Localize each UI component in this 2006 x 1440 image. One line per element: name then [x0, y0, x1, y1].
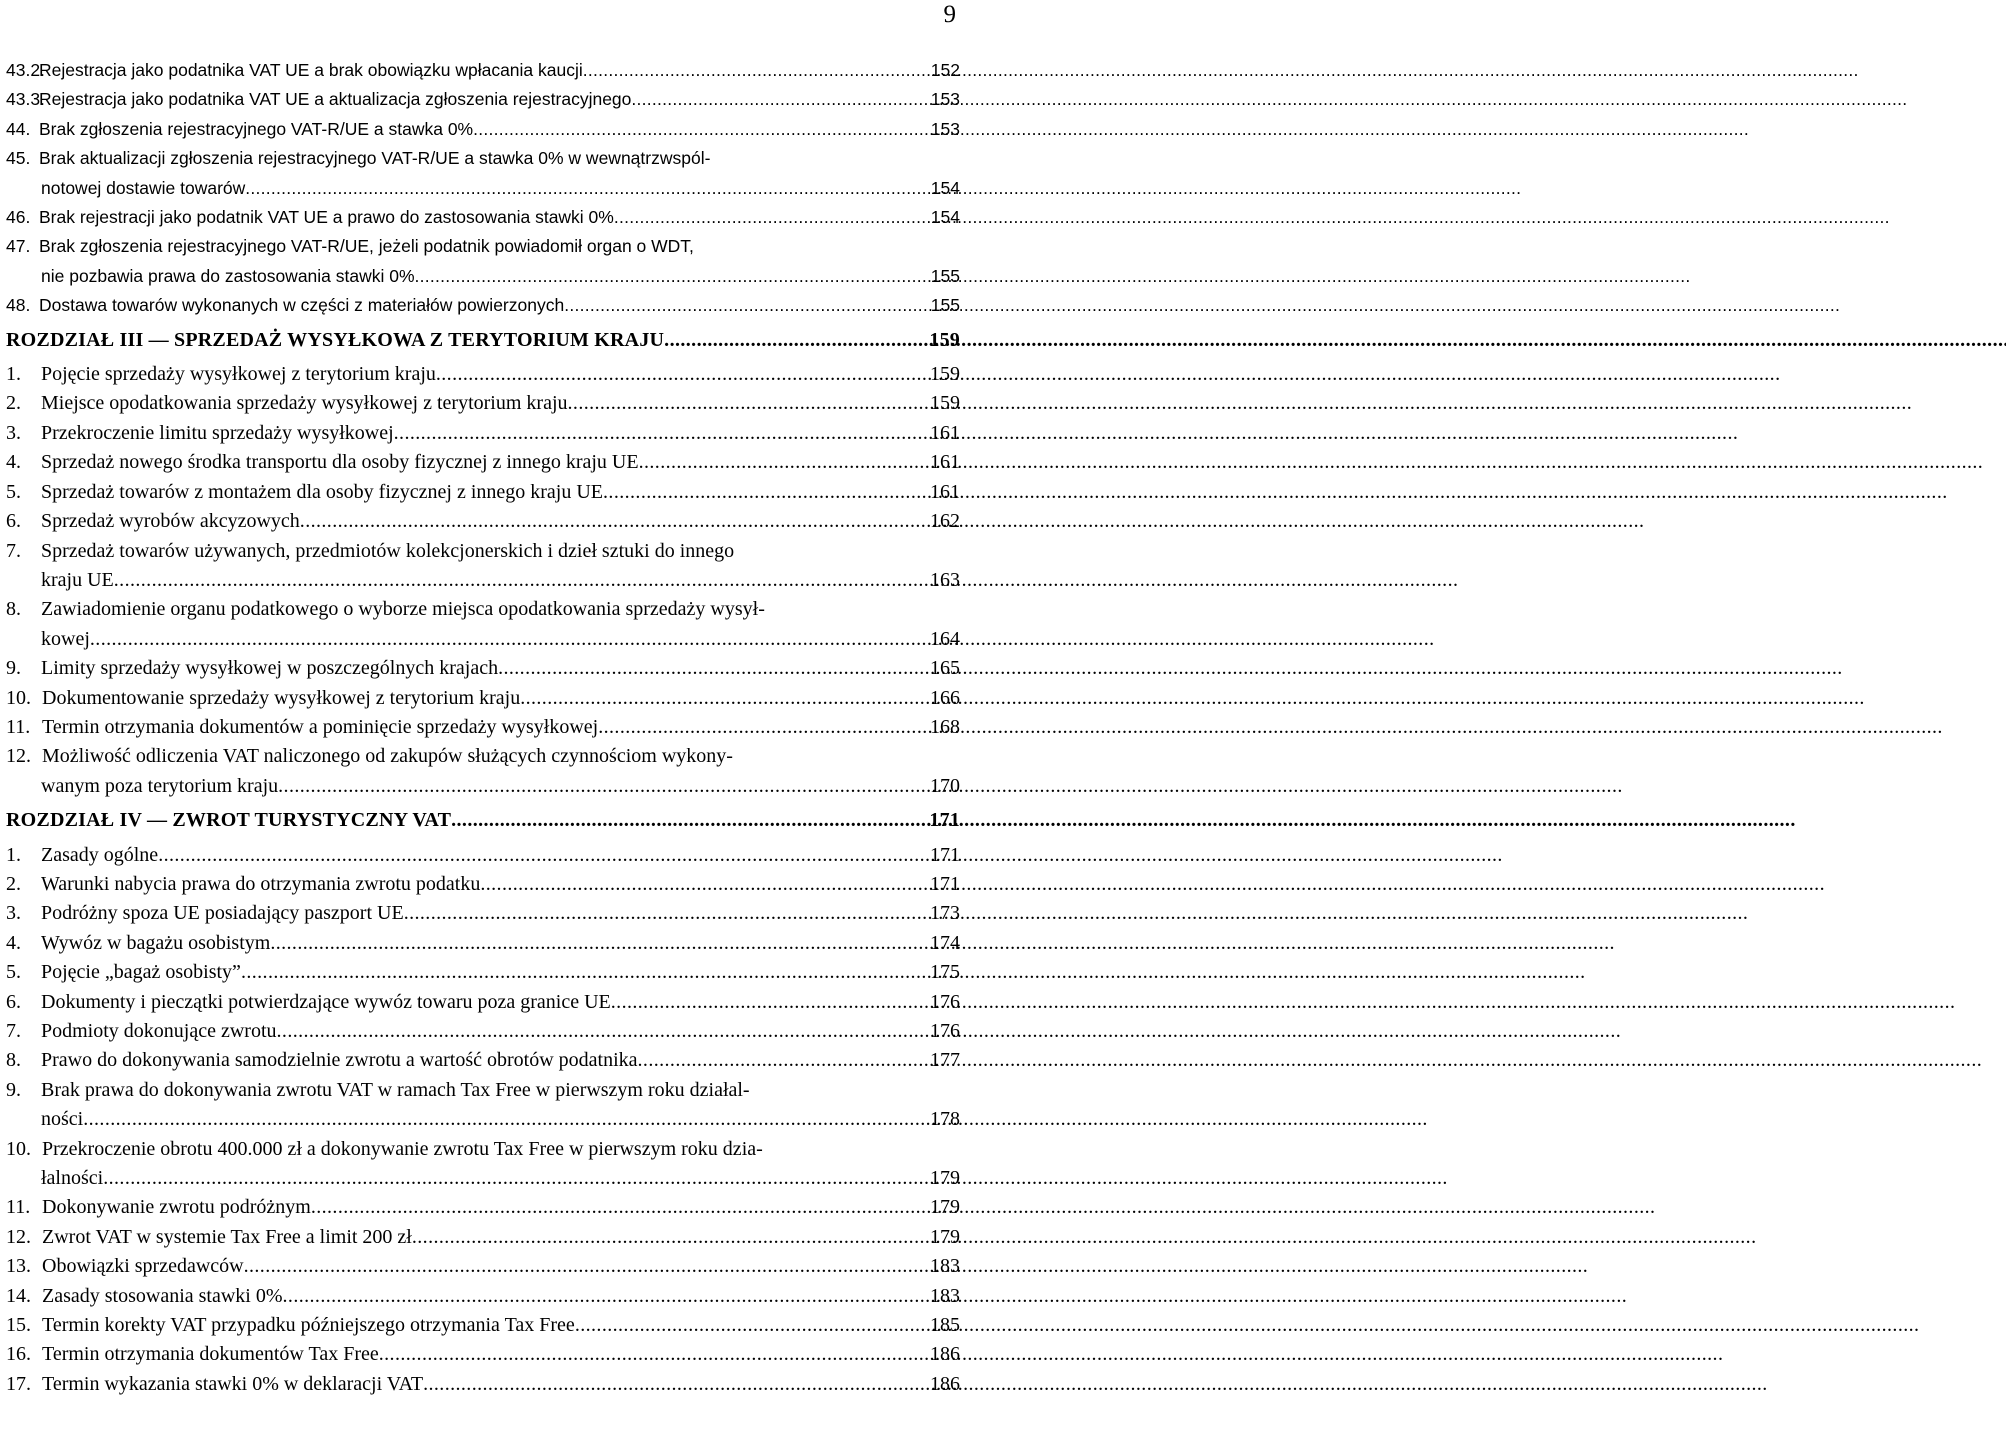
- dot-leader: [598, 713, 924, 742]
- dot-leader: [639, 448, 924, 477]
- toc-line: [6, 929, 960, 958]
- toc-entry[interactable]: [6, 85, 960, 114]
- entry-number: 3.: [6, 421, 21, 444]
- toc-line: [6, 988, 960, 1017]
- entry-number: 44.: [6, 118, 31, 139]
- entry-title: Przekroczenie obrotu 400.000 zł a dokonywanie zwrotu Tax Free w pierwszym roku dzia-: [42, 1137, 763, 1160]
- dot-leader: [575, 1311, 924, 1340]
- page-ref: 174: [930, 931, 960, 954]
- entry-title: Termin korekty VAT przypadku późniejszego otrzymania Tax Free: [42, 1314, 575, 1337]
- dot-leader: [423, 1370, 924, 1399]
- toc-line: [6, 625, 960, 654]
- toc-entry[interactable]: [6, 56, 960, 85]
- dot-leader: [158, 841, 924, 870]
- toc-entry[interactable]: [6, 958, 960, 987]
- entry-title: Podmioty dokonujące zwrotu: [41, 1020, 277, 1042]
- entry-number: 16.: [6, 1343, 31, 1366]
- page-ref: 171: [929, 809, 960, 832]
- toc-line: [6, 232, 960, 261]
- toc-line: [6, 507, 960, 536]
- entry-title: Zasady stosowania stawki 0%: [42, 1284, 283, 1307]
- page-ref: 166: [930, 686, 960, 709]
- page-ref: 176: [930, 990, 960, 1013]
- dot-leader: [311, 1193, 924, 1222]
- dot-leader: [480, 870, 924, 899]
- toc-entry[interactable]: [6, 988, 960, 1017]
- toc-chapter[interactable]: [6, 806, 960, 835]
- page-ref: 153: [930, 89, 960, 110]
- page-ref: 161: [930, 451, 960, 474]
- toc-line: [6, 85, 960, 114]
- toc-line: [6, 1135, 960, 1164]
- dot-leader: [241, 958, 924, 987]
- chapter-title: ROZDZIAŁ III — SPRZEDAŻ WYSYŁKOWA Z TERYTORIUM KRAJU: [6, 328, 665, 351]
- dot-leader: [638, 1046, 924, 1075]
- entry-title: Prawo do dokonywania samodzielnie zwrotu a wartość obrotów podatnika: [41, 1049, 638, 1072]
- entry-number: 9.: [6, 1078, 21, 1101]
- toc-entry[interactable]: [6, 291, 960, 320]
- entry-title: Obowiązki sprzedawców: [42, 1255, 244, 1278]
- entry-title: Sprzedaż wyrobów akcyzowych: [41, 510, 300, 533]
- entry-number: 14.: [6, 1284, 31, 1307]
- toc-entry[interactable]: [6, 1252, 960, 1281]
- page-ref: 165: [930, 657, 960, 680]
- page-ref: 170: [930, 774, 960, 797]
- dot-leader: [244, 1252, 924, 1281]
- entry-title: Termin otrzymania dokumentów a pominięcie sprzedaży wysyłkowej: [42, 715, 599, 738]
- toc-line: [6, 389, 960, 418]
- entry-title: Dokonywanie zwrotu podróżnym: [42, 1196, 311, 1219]
- page-ref: 178: [930, 1108, 960, 1131]
- entry-number: 45.: [6, 148, 31, 169]
- entry-number: 3.: [6, 902, 21, 925]
- dot-leader: [498, 654, 924, 683]
- entry-title: łalności: [41, 1167, 104, 1190]
- dot-leader: [603, 478, 924, 507]
- toc-entry[interactable]: [6, 742, 960, 801]
- entry-number: 4.: [6, 451, 21, 474]
- toc-line: [6, 115, 960, 144]
- page-ref: 173: [930, 902, 960, 925]
- entry-title: Sprzedaż towarów z montażem dla osoby fizycznej z innego kraju UE: [41, 480, 604, 503]
- page-ref: 179: [930, 1196, 960, 1219]
- toc-line: [6, 174, 960, 203]
- dot-leader: [583, 56, 925, 85]
- toc-line: [6, 841, 960, 870]
- page-ref: 155: [930, 295, 960, 316]
- dot-leader: [436, 360, 924, 389]
- toc-line: [6, 56, 960, 85]
- page-ref: 154: [930, 207, 960, 228]
- toc-entry[interactable]: [6, 232, 960, 291]
- entry-title: Pojęcie sprzedaży wysyłkowej z terytorium kraju: [41, 363, 436, 386]
- toc-entry[interactable]: [6, 684, 960, 713]
- dot-leader: [245, 174, 925, 203]
- entry-title: Podróżny spoza UE posiadający paszport UE: [41, 902, 404, 925]
- page-ref: 159: [930, 392, 960, 415]
- page-ref: 177: [930, 1049, 960, 1072]
- page-ref: 152: [930, 60, 960, 80]
- page-ref: 176: [930, 1020, 960, 1042]
- page-ref: 186: [930, 1372, 960, 1395]
- toc-entry[interactable]: [6, 537, 960, 596]
- entry-title: Przekroczenie limitu sprzedaży wysyłkowej: [41, 421, 394, 444]
- toc-chapter[interactable]: [6, 326, 960, 355]
- entry-title: Brak rejestracji jako podatnik VAT UE a prawo do zastosowania stawki 0%: [39, 207, 614, 228]
- toc-line: [6, 870, 960, 899]
- page-ref: 163: [930, 568, 960, 591]
- page-ref: 159: [929, 328, 960, 351]
- entry-title: Wywóz w bagażu osobistym: [41, 931, 271, 954]
- entry-number: 8.: [6, 598, 21, 621]
- toc-line: [6, 291, 960, 320]
- toc-entry[interactable]: [6, 360, 960, 389]
- page-ref: 175: [930, 961, 960, 984]
- entry-number: 12.: [6, 745, 31, 768]
- toc-line: [6, 772, 960, 801]
- toc-entry[interactable]: [6, 419, 960, 448]
- toc-entry[interactable]: [6, 1370, 960, 1399]
- dot-leader: [379, 1340, 924, 1369]
- entry-title: notowej dostawie towarów: [41, 177, 246, 198]
- page-ref: 183: [930, 1284, 960, 1307]
- entry-title: ności: [41, 1108, 84, 1131]
- toc-entry[interactable]: [6, 144, 960, 203]
- entry-number: 7.: [6, 539, 21, 562]
- entry-title: Termin otrzymania dokumentów Tax Free: [42, 1343, 379, 1366]
- toc-line: [6, 958, 960, 987]
- dot-leader: [394, 419, 924, 448]
- entry-number: 2.: [6, 872, 21, 895]
- toc-line: [6, 203, 960, 232]
- toc-entry[interactable]: [6, 595, 960, 654]
- dot-leader: [412, 1223, 924, 1252]
- entry-title: Dokumenty i pieczątki potwierdzające wywóz towaru poza granice UE: [41, 990, 611, 1013]
- entry-number: 10.: [6, 1137, 31, 1160]
- dot-leader: [568, 389, 924, 418]
- page-ref: 155: [930, 265, 960, 286]
- entry-number: 12.: [6, 1225, 31, 1248]
- dot-leader: [90, 625, 924, 654]
- page-ref: 171: [930, 872, 960, 895]
- entry-title: Brak aktualizacji zgłoszenia rejestracyjnego VAT-R/UE a stawka 0% w wewnątrzwspól-: [39, 148, 711, 169]
- entry-number: 2.: [6, 392, 21, 415]
- dot-leader: [300, 507, 924, 536]
- toc-line: [6, 1311, 960, 1340]
- entry-number: 11.: [6, 1196, 31, 1219]
- page-ref: 153: [930, 118, 960, 139]
- toc-line: [6, 1017, 960, 1046]
- toc-entry[interactable]: [6, 389, 960, 418]
- dot-leader: [114, 566, 924, 595]
- entry-number: 8.: [6, 1049, 21, 1072]
- entry-title: Dostawa towarów wykonanych w części z materiałów powierzonych: [39, 295, 565, 316]
- toc-entry[interactable]: [6, 1193, 960, 1222]
- dot-leader: [103, 1164, 924, 1193]
- toc-line: [6, 326, 960, 355]
- entry-number: 10.: [6, 686, 31, 709]
- page-ref: 185: [930, 1314, 960, 1337]
- entry-number: 17.: [6, 1372, 31, 1395]
- chapter-title: ROZDZIAŁ IV — ZWROT TURYSTYCZNY VAT: [6, 809, 452, 832]
- entry-title: kowej: [41, 627, 90, 650]
- toc-line: [6, 1076, 960, 1105]
- toc-line: [6, 899, 960, 928]
- entry-number: 4.: [6, 931, 21, 954]
- entry-title: Termin wykazania stawki 0% w deklaracji VAT: [42, 1372, 424, 1395]
- page-ref: 179: [930, 1225, 960, 1248]
- toc-line: [6, 806, 960, 835]
- toc-line: [6, 1223, 960, 1252]
- page-ref: 161: [930, 421, 960, 444]
- entry-number: 6.: [6, 510, 21, 533]
- entry-number: 6.: [6, 990, 21, 1013]
- entry-title: Brak zgłoszenia rejestracyjnego VAT-R/UE a stawka 0%: [39, 118, 474, 139]
- toc-line: [6, 419, 960, 448]
- toc-line: [6, 654, 960, 683]
- toc-line: [6, 595, 960, 624]
- entry-number: 5.: [6, 480, 21, 503]
- entry-title: nie pozbawia prawa do zastosowania stawki 0%: [41, 265, 415, 286]
- entry-number: 46.: [6, 207, 31, 228]
- toc-entry[interactable]: [6, 929, 960, 958]
- page-ref: 168: [930, 715, 960, 738]
- dot-leader: [564, 291, 925, 320]
- entry-title: Miejsce opodatkowania sprzedaży wysyłkowej z terytorium kraju: [41, 392, 568, 415]
- toc-entry[interactable]: [6, 1135, 960, 1194]
- page-ref: 159: [930, 363, 960, 386]
- page-ref: 186: [930, 1343, 960, 1366]
- dot-leader: [614, 203, 925, 232]
- entry-title: Limity sprzedaży wysyłkowej w poszczególnych krajach: [41, 657, 499, 680]
- entry-number: 9.: [6, 657, 21, 680]
- toc-line: [6, 537, 960, 566]
- toc-line: [6, 1252, 960, 1281]
- entry-number: 47.: [6, 236, 31, 257]
- toc-entry[interactable]: [6, 203, 960, 232]
- entry-title: Dokumentowanie sprzedaży wysyłkowej z terytorium kraju: [42, 686, 521, 709]
- entry-number: 7.: [6, 1020, 21, 1042]
- toc-line: [6, 262, 960, 291]
- entry-title: Rejestracja jako podatnika VAT UE a brak obowiązku wpłacania kaucji: [39, 60, 583, 80]
- table-of-contents: [6, 56, 960, 1399]
- dot-leader: [664, 326, 923, 355]
- toc-line: [6, 360, 960, 389]
- toc-line: [6, 1282, 960, 1311]
- dot-leader: [415, 262, 925, 291]
- dot-leader: [520, 684, 924, 713]
- page-ref: 162: [930, 510, 960, 533]
- toc-line: [6, 1193, 960, 1222]
- toc-entry[interactable]: [6, 870, 960, 899]
- entry-number: 1.: [6, 843, 21, 866]
- dot-leader: [451, 806, 923, 835]
- entry-number: 15.: [6, 1314, 31, 1337]
- toc-entry[interactable]: [6, 115, 960, 144]
- toc-entry[interactable]: [6, 1223, 960, 1252]
- entry-title: Pojęcie „bagaż osobisty”: [41, 961, 241, 984]
- dot-leader: [473, 115, 925, 144]
- toc-line: [6, 1164, 960, 1193]
- toc-entry[interactable]: [6, 1076, 960, 1135]
- dot-leader: [270, 929, 924, 958]
- dot-leader: [283, 1282, 924, 1311]
- dot-leader: [611, 988, 924, 1017]
- entry-number: 43.3.: [6, 89, 45, 110]
- toc-entry[interactable]: [6, 1282, 960, 1311]
- toc-entry[interactable]: [6, 478, 960, 507]
- page-ref: 183: [930, 1255, 960, 1278]
- toc-line: [6, 1105, 960, 1134]
- entry-title: Możliwość odliczenia VAT naliczonego od zakupów służących czynnościom wykony-: [42, 745, 733, 768]
- entry-title: Zwrot VAT w systemie Tax Free a limit 200 zł: [42, 1225, 412, 1248]
- toc-entry[interactable]: [6, 448, 960, 477]
- toc-entry[interactable]: [6, 654, 960, 683]
- entry-title: kraju UE: [41, 568, 114, 591]
- dot-leader: [404, 899, 924, 928]
- page-ref: 171: [930, 843, 960, 866]
- entry-title: Warunki nabycia prawa do otrzymania zwrotu podatku: [41, 872, 481, 895]
- entry-title: Zawiadomienie organu podatkowego o wyborze miejsca opodatkowania sprzedaży wysył-: [41, 598, 765, 621]
- entry-number: 5.: [6, 961, 21, 984]
- toc-entry[interactable]: [6, 841, 960, 870]
- toc-entry[interactable]: [6, 507, 960, 536]
- toc-entry[interactable]: [6, 1017, 960, 1046]
- entry-number: 48.: [6, 295, 31, 316]
- entry-title: Sprzedaż nowego środka transportu dla osoby fizycznej z innego kraju UE: [41, 451, 639, 474]
- dot-leader: [83, 1105, 924, 1134]
- toc-line: [6, 1370, 960, 1399]
- entry-title: Brak zgłoszenia rejestracyjnego VAT-R/UE, jeżeli podatnik powiadomił organ o WDT,: [39, 236, 694, 257]
- toc-line: [6, 684, 960, 713]
- dot-leader: [278, 772, 924, 801]
- toc-line: [6, 1046, 960, 1075]
- entry-number: 1.: [6, 363, 21, 386]
- toc-line: [6, 713, 960, 742]
- toc-line: [6, 448, 960, 477]
- page-ref: 179: [930, 1167, 960, 1190]
- toc-line: [6, 566, 960, 595]
- toc-line: [6, 478, 960, 507]
- dot-leader: [277, 1017, 924, 1046]
- toc-entry[interactable]: [6, 1340, 960, 1369]
- page-ref: 164: [930, 627, 960, 650]
- toc-line: [6, 742, 960, 771]
- entry-title: Brak prawa do dokonywania zwrotu VAT w ramach Tax Free w pierwszym roku działal-: [41, 1078, 750, 1101]
- toc-entry[interactable]: [6, 1046, 960, 1075]
- dot-leader: [631, 85, 924, 114]
- entry-number: 43.2.: [6, 60, 45, 80]
- page-ref: 161: [930, 480, 960, 503]
- page-ref: 154: [930, 177, 960, 198]
- entry-number: 11.: [6, 715, 31, 738]
- entry-title: Sprzedaż towarów używanych, przedmiotów kolekcjonerskich i dzieł sztuki do innego: [41, 539, 735, 562]
- page-number: 9: [943, 1, 956, 28]
- toc-line: [6, 1340, 960, 1369]
- entry-title: Rejestracja jako podatnika VAT UE a aktualizacja zgłoszenia rejestracyjnego: [39, 89, 632, 110]
- entry-number: 13.: [6, 1255, 31, 1278]
- entry-title: Zasady ogólne: [41, 843, 159, 866]
- toc-line: [6, 144, 960, 173]
- entry-title: wanym poza terytorium kraju: [41, 774, 279, 797]
- toc-entry[interactable]: [6, 713, 960, 742]
- toc-entry[interactable]: [6, 899, 960, 928]
- toc-entry[interactable]: [6, 1311, 960, 1340]
